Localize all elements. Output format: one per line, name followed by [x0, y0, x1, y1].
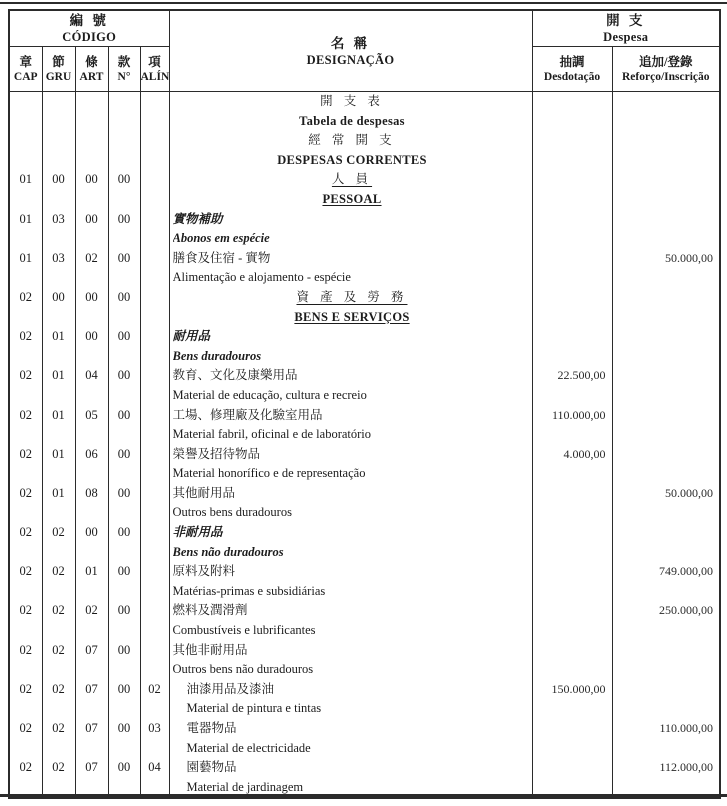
designation-line: Material fabril, oficinal e de laboratório: [172, 427, 372, 442]
designation-cell: [169, 719, 532, 758]
desdotacao-cell: [532, 758, 612, 798]
code-cell-art: 07: [75, 758, 108, 798]
reforco-cell: [612, 406, 720, 445]
gru-column-header: [42, 47, 75, 92]
code-cell-gru: 01: [42, 327, 75, 366]
code-cell-art: 00: [75, 210, 108, 249]
designation-line: Matérias-primas e subsidiárias: [172, 583, 326, 598]
designation-cell: [169, 170, 532, 209]
code-cell-gru: 02: [42, 601, 75, 640]
reforco-cell: 50.000,00: [612, 484, 720, 523]
reforco-cell: [612, 366, 720, 405]
designation-line: 其他耐用品: [172, 485, 236, 500]
despesa-group-header: [532, 10, 720, 47]
reforco-cell: 50.000,00: [612, 249, 720, 288]
code-cell-alin: [140, 210, 169, 249]
code-cell-gru: 02: [42, 719, 75, 758]
code-cell-art: [75, 92, 108, 171]
table-row: [9, 170, 720, 209]
code-cell-alin: [140, 249, 169, 288]
table-row: [9, 641, 720, 680]
desdotacao-cell: [532, 484, 612, 523]
cap-header-pt: CAP: [13, 70, 38, 83]
reforco-cell: [612, 327, 720, 366]
designation-line: Abonos em espécie: [172, 231, 270, 246]
code-cell-n: 00: [108, 719, 140, 758]
desdotacao-cell: [532, 641, 612, 680]
codigo-header-pt: CÓDIGO: [62, 30, 117, 44]
code-cell-alin: 03: [140, 719, 169, 758]
code-cell-cap: 02: [9, 484, 42, 523]
table-row: [9, 719, 720, 758]
table-row: [9, 601, 720, 640]
code-cell-gru: 03: [42, 249, 75, 288]
designation-line: Bens não duradouros: [172, 544, 284, 559]
code-cell-cap: 02: [9, 406, 42, 445]
despesa-header-pt: Despesa: [603, 30, 649, 44]
code-cell-cap: 02: [9, 523, 42, 562]
designation-cell: [169, 406, 532, 445]
code-cell-art: 01: [75, 562, 108, 601]
designacao-header-pt: DESIGNAÇÃO: [306, 52, 395, 67]
reforco-cell: 110.000,00: [612, 719, 720, 758]
code-cell-gru: 02: [42, 680, 75, 719]
code-cell-cap: 02: [9, 758, 42, 798]
table-row: [9, 562, 720, 601]
table-header: [9, 10, 720, 92]
code-cell-n: 00: [108, 406, 140, 445]
code-cell-cap: 02: [9, 366, 42, 405]
designation-line: PESSOAL: [322, 191, 382, 206]
designation-line: Alimentação e alojamento - espécie: [172, 270, 351, 285]
table-body: [9, 92, 720, 799]
code-cell-gru: 00: [42, 288, 75, 327]
designation-cell: [169, 445, 532, 484]
code-cell-gru: 00: [42, 170, 75, 209]
reforco-cell: [612, 210, 720, 249]
table-row: [9, 445, 720, 484]
code-cell-alin: [140, 366, 169, 405]
alin-header-zh: 項: [148, 54, 161, 69]
code-cell-cap: 01: [9, 170, 42, 209]
code-cell-n: 00: [108, 170, 140, 209]
alin-header-pt: ALÍN: [140, 70, 170, 83]
code-cell-alin: [140, 484, 169, 523]
code-cell-art: 00: [75, 327, 108, 366]
alin-column-header: [140, 47, 169, 92]
code-cell-alin: [140, 523, 169, 562]
code-cell-alin: [140, 601, 169, 640]
designation-line: 燃料及潤滑劑: [172, 603, 248, 618]
reforco-cell: 749.000,00: [612, 562, 720, 601]
code-cell-n: 00: [108, 523, 140, 562]
code-cell-alin: 02: [140, 680, 169, 719]
designation-line: 膳食及住宿 - 實物: [172, 250, 271, 265]
reforco-cell: [612, 641, 720, 680]
gru-header-zh: 節: [52, 54, 65, 69]
expense-table: [8, 9, 721, 799]
table-row: [9, 327, 720, 366]
code-cell-art: 05: [75, 406, 108, 445]
code-cell-cap: 02: [9, 680, 42, 719]
code-cell-alin: [140, 288, 169, 327]
cap-header-zh: 章: [19, 54, 32, 69]
designation-line: Material de electricidade: [186, 740, 311, 755]
designation-cell: [169, 288, 532, 327]
designation-line: 教育、文化及康樂用品: [172, 368, 298, 383]
desdotacao-column-header: [532, 47, 612, 92]
designation-line: 其他非耐用品: [172, 642, 248, 657]
code-cell-n: 00: [108, 445, 140, 484]
reforco-cell: [612, 523, 720, 562]
designation-line: 經 常 開 支: [308, 133, 396, 148]
code-cell-n: 00: [108, 327, 140, 366]
code-cell-alin: 04: [140, 758, 169, 798]
reforco-header-zh: 追加/登錄: [639, 54, 693, 69]
code-cell-alin: [140, 445, 169, 484]
desdotacao-cell: 4.000,00: [532, 445, 612, 484]
code-cell-n: 00: [108, 288, 140, 327]
desdotacao-header-pt: Desdotação: [543, 70, 601, 83]
code-cell-n: 00: [108, 562, 140, 601]
art-header-zh: 條: [85, 54, 98, 69]
designation-line: 工場、修理廠及化驗室用品: [172, 407, 323, 422]
code-cell-n: 00: [108, 249, 140, 288]
code-cell-art: 04: [75, 366, 108, 405]
desdotacao-cell: [532, 327, 612, 366]
table-row: [9, 249, 720, 288]
reforco-cell: [612, 445, 720, 484]
desdotacao-cell: [532, 719, 612, 758]
code-cell-n: [108, 92, 140, 171]
designation-line: 園藝物品: [186, 760, 237, 775]
designation-line: Outros bens duradouros: [172, 505, 292, 520]
designation-cell: [169, 758, 532, 798]
code-cell-n: 00: [108, 601, 140, 640]
designation-cell: [169, 601, 532, 640]
designation-line: Material de educação, cultura e recreio: [172, 387, 367, 402]
designation-cell: [169, 523, 532, 562]
designation-cell: [169, 562, 532, 601]
code-cell-art: 06: [75, 445, 108, 484]
n-header-pt: N°: [117, 70, 131, 83]
code-cell-gru: 01: [42, 406, 75, 445]
designation-cell: [169, 249, 532, 288]
reforco-column-header: [612, 47, 720, 92]
code-cell-art: 08: [75, 484, 108, 523]
designacao-header: [169, 10, 532, 92]
code-cell-cap: 02: [9, 641, 42, 680]
designation-line: 榮譽及招待物品: [172, 446, 261, 461]
code-cell-art: 00: [75, 288, 108, 327]
desdotacao-cell: [532, 601, 612, 640]
art-column-header: [75, 47, 108, 92]
code-cell-cap: 02: [9, 719, 42, 758]
desdotacao-cell: [532, 92, 612, 171]
designation-line: Material de pintura e tintas: [186, 701, 322, 716]
designation-cell: [169, 210, 532, 249]
desdotacao-cell: 150.000,00: [532, 680, 612, 719]
designation-line: 開 支 表: [320, 94, 384, 108]
reforco-header-pt: Reforço/Inscrição: [622, 70, 710, 83]
designation-line: Combustíveis e lubrificantes: [172, 623, 316, 638]
code-cell-n: 00: [108, 210, 140, 249]
codigo-header-zh: 編 號: [69, 13, 109, 28]
code-cell-cap: 02: [9, 562, 42, 601]
designation-line: 耐用品: [172, 329, 211, 344]
designation-cell: [169, 484, 532, 523]
code-cell-art: 07: [75, 719, 108, 758]
designation-line: Material honorífico e de representação: [172, 466, 366, 481]
reforco-cell: 250.000,00: [612, 601, 720, 640]
n-header-zh: 款: [117, 54, 131, 69]
code-cell-n: 00: [108, 641, 140, 680]
designation-cell: [169, 366, 532, 405]
code-cell-alin: [140, 562, 169, 601]
code-cell-art: 02: [75, 601, 108, 640]
code-cell-cap: 02: [9, 288, 42, 327]
desdotacao-cell: 22.500,00: [532, 366, 612, 405]
designation-line: 人 員: [331, 172, 373, 187]
table-row: [9, 680, 720, 719]
code-cell-gru: 01: [42, 366, 75, 405]
desdotacao-cell: [532, 523, 612, 562]
code-cell-n: 00: [108, 680, 140, 719]
designation-line: DESPESAS CORRENTES: [277, 152, 427, 167]
designation-line: Bens duradouros: [172, 348, 262, 363]
reforco-cell: 112.000,00: [612, 758, 720, 798]
code-cell-art: 00: [75, 523, 108, 562]
code-cell-cap: 01: [9, 210, 42, 249]
reforco-cell: [612, 170, 720, 209]
designation-line: 非耐用品: [172, 525, 223, 540]
table-row: [9, 210, 720, 249]
desdotacao-cell: [532, 170, 612, 209]
table-row: [9, 366, 720, 405]
desdotacao-header-zh: 抽調: [559, 54, 585, 69]
designacao-header-zh: 名 稱: [330, 35, 371, 51]
reforco-cell: [612, 288, 720, 327]
reforco-cell: [612, 92, 720, 171]
code-cell-gru: 03: [42, 210, 75, 249]
code-cell-gru: 02: [42, 641, 75, 680]
reforco-cell: [612, 680, 720, 719]
gru-header-pt: GRU: [45, 70, 72, 83]
table-row: [9, 484, 720, 523]
designation-cell: [169, 641, 532, 680]
code-cell-alin: [140, 406, 169, 445]
code-cell-alin: [140, 170, 169, 209]
designation-line: Material de jardinagem: [186, 779, 304, 794]
table-row: [9, 288, 720, 327]
desdotacao-cell: [532, 288, 612, 327]
code-cell-alin: [140, 641, 169, 680]
designation-line: Outros bens não duradouros: [172, 662, 314, 677]
code-cell-gru: [42, 92, 75, 171]
despesa-header-zh: 開 支: [606, 13, 646, 28]
designation-line: 油漆用品及漆油: [186, 681, 275, 696]
codigo-group-header: [9, 10, 169, 47]
designation-line: BENS E SERVIÇOS: [294, 309, 410, 324]
table-row: [9, 523, 720, 562]
code-cell-cap: 01: [9, 249, 42, 288]
table-row: [9, 758, 720, 798]
desdotacao-cell: [532, 210, 612, 249]
designation-line: 實物補助: [172, 211, 223, 226]
code-cell-gru: 01: [42, 445, 75, 484]
designation-cell: [169, 92, 532, 171]
code-cell-art: 00: [75, 170, 108, 209]
page-top-rule: [0, 2, 727, 4]
designation-line: 原料及附料: [172, 564, 236, 579]
designation-cell: [169, 327, 532, 366]
code-cell-n: 00: [108, 484, 140, 523]
desdotacao-cell: [532, 249, 612, 288]
code-cell-gru: 02: [42, 562, 75, 601]
table-row: [9, 406, 720, 445]
desdotacao-cell: 110.000,00: [532, 406, 612, 445]
code-cell-cap: 02: [9, 445, 42, 484]
designation-line: 電器物品: [186, 721, 237, 735]
designation-line: Tabela de despesas: [299, 113, 405, 128]
n-column-header: [108, 47, 140, 92]
code-cell-art: 02: [75, 249, 108, 288]
art-header-pt: ART: [79, 70, 104, 83]
code-cell-cap: [9, 92, 42, 171]
code-cell-alin: [140, 327, 169, 366]
code-cell-gru: 01: [42, 484, 75, 523]
designation-line: 資 產 及 勞 務: [296, 289, 408, 304]
code-cell-art: 07: [75, 641, 108, 680]
code-cell-cap: 02: [9, 601, 42, 640]
desdotacao-cell: [532, 562, 612, 601]
code-cell-alin: [140, 92, 169, 171]
designation-cell: [169, 680, 532, 719]
code-cell-n: 00: [108, 758, 140, 798]
cap-column-header: [9, 47, 42, 92]
code-cell-art: 07: [75, 680, 108, 719]
code-cell-gru: 02: [42, 758, 75, 798]
table-row: [9, 92, 720, 171]
code-cell-cap: 02: [9, 327, 42, 366]
code-cell-n: 00: [108, 366, 140, 405]
code-cell-gru: 02: [42, 523, 75, 562]
